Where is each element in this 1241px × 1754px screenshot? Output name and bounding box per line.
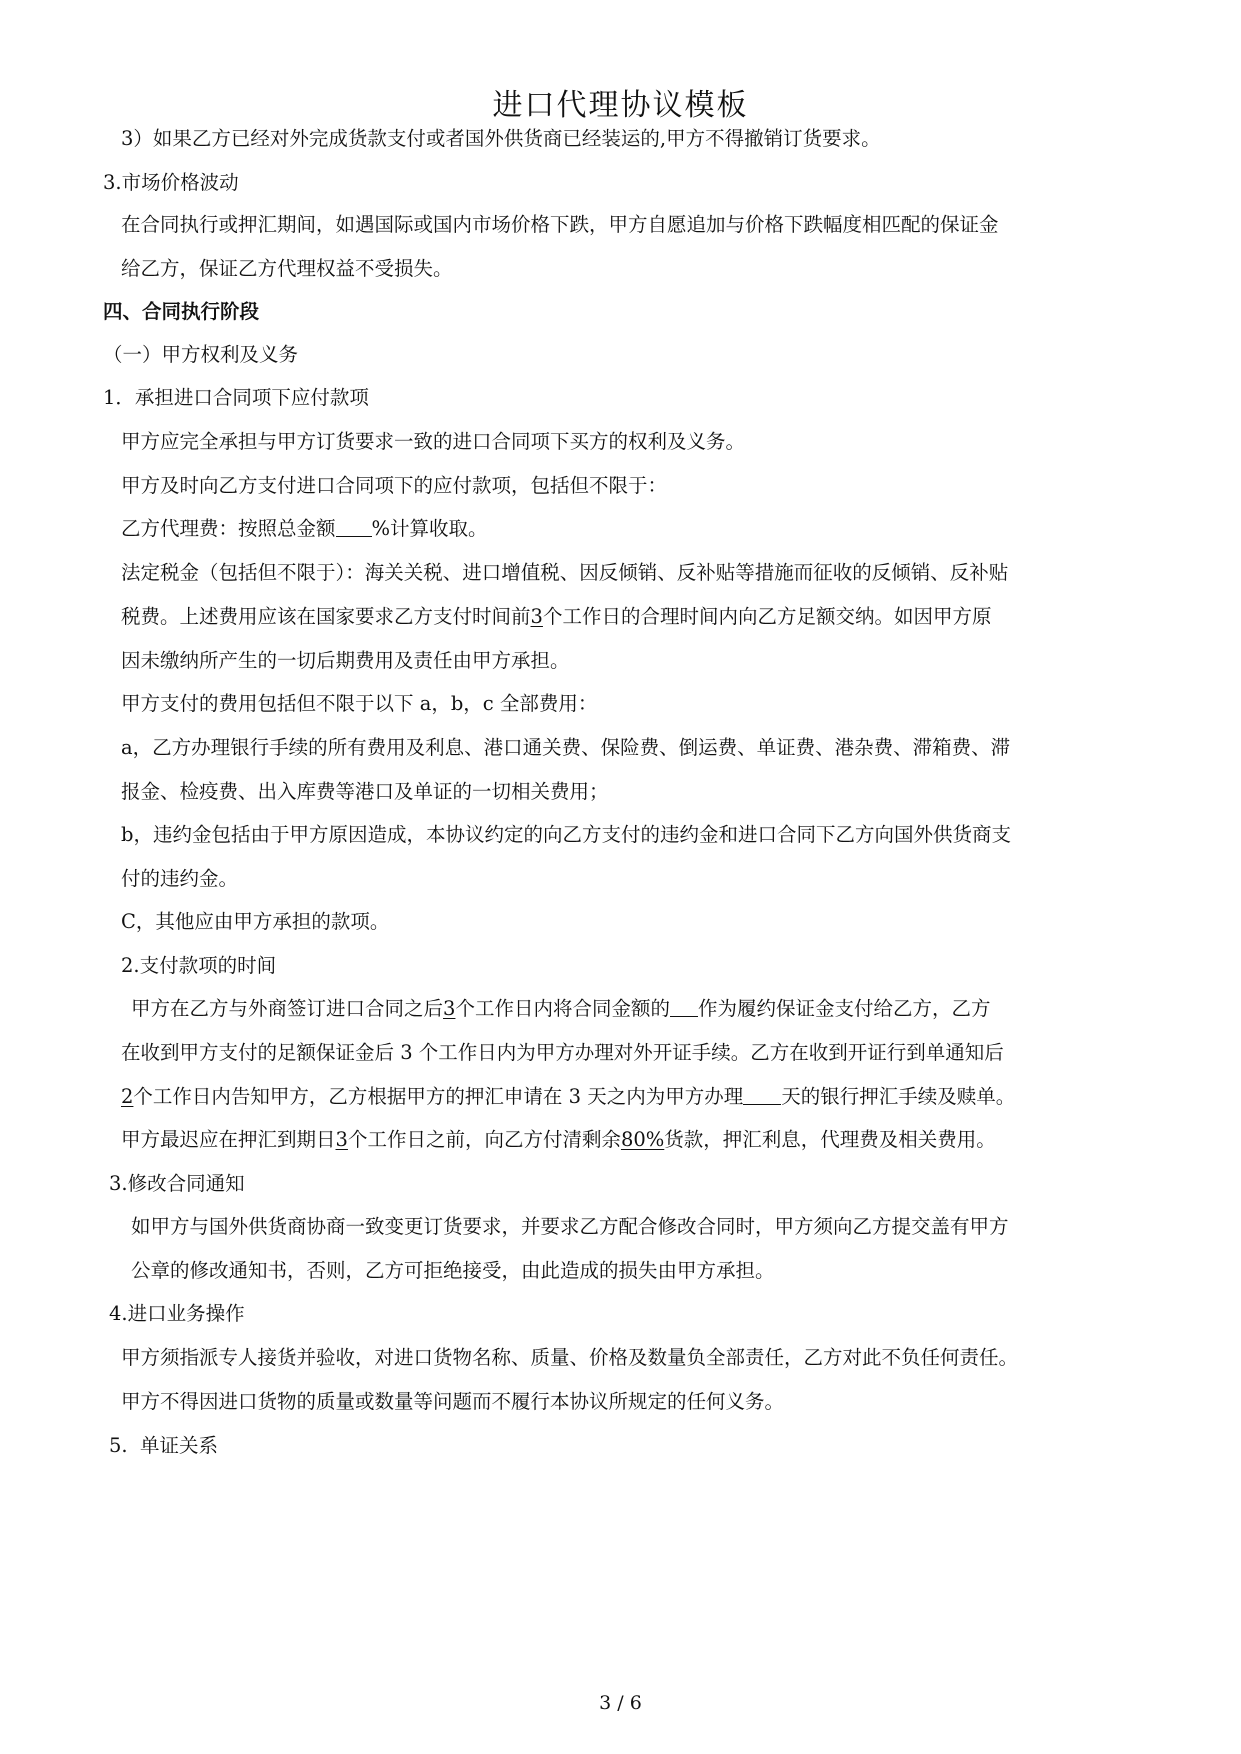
paragraph-8: 甲方及时向乙方支付进口合同项下的应付款项，包括但不限于： (121, 474, 668, 497)
section-heading-3: 3.市场价格波动 (103, 171, 239, 194)
document-title: 进口代理协议模板 (492, 88, 749, 123)
paragraph-20-text-c: 作为履约保证金支付给乙方，乙方 (697, 997, 991, 1020)
paragraph-21: 在收到甲方支付的足额保证金后 3 个工作日内为甲方办理对外开证手续。乙方在收到开证行到单通知后 (121, 1041, 1004, 1064)
paragraph-20-text-b: 个工作日内将合同金额的 (455, 997, 670, 1020)
negotiation-days-blank[interactable] (743, 1086, 781, 1105)
paragraph-11 (121, 603, 991, 631)
working-days-value: 3 (530, 605, 543, 628)
paragraph-23-text-b: 个工作日之前，向乙方付清剩余 (347, 1128, 621, 1151)
paragraph-25: 如甲方与国外供货商协商一致变更订货要求，并要求乙方配合修改合同时，甲方须向乙方提交盖有甲方 (131, 1215, 1009, 1238)
payoff-days-value: 3 (335, 1128, 348, 1151)
paragraph-11-text-b: 个工作日的合理时间内向乙方足额交纳。如因甲方原 (542, 605, 992, 628)
paragraph-23 (121, 1126, 996, 1154)
days-after-signing-value: 3 (443, 997, 456, 1020)
item-heading-5: 5. 单证关系 (109, 1434, 219, 1457)
paragraph-22-text-a: 个工作日内告知甲方，乙方根据甲方的押汇申请在 3 天之内为甲方办理 (133, 1085, 744, 1108)
paragraph-10: 法定税金（包括但不限于）：海关关税、进口增值税、因反倾销、反补贴等措施而征收的反倾销、反补贴 (121, 561, 1009, 584)
paragraph-28: 甲方须指派专人接货并验收，对进口货物名称、质量、价格及数量负全部责任，乙方对此不负任何责任。 (121, 1346, 1019, 1369)
paragraph-16: b，违约金包括由于甲方原因造成，本协议约定的向乙方支付的违约金和进口合同下乙方向国外供货商支 (121, 823, 1011, 846)
paragraph-20-text-a: 甲方在乙方与外商签订进口合同之后 (131, 997, 444, 1020)
notify-days-value: 2 (121, 1085, 134, 1108)
paragraph-26: 公章的修改通知书，否则，乙方可拒绝接受，由此造成的损失由甲方承担。 (131, 1259, 775, 1282)
paragraph-12: 因未缴纳所产生的一切后期费用及责任由甲方承担。 (121, 649, 570, 672)
paragraph-3: 在合同执行或押汇期间，如遇国际或国内市场价格下跌，甲方自愿追加与价格下跌幅度相匹配的保证金 (121, 213, 999, 236)
paragraph-17: 付的违约金。 (121, 867, 239, 890)
paragraph-18: C，其他应由甲方承担的款项。 (121, 910, 390, 933)
agency-fee-text: 乙方代理费：按照总金额 (121, 517, 336, 540)
page-number: 3 / 6 (599, 1692, 642, 1714)
paragraph-14: a，乙方办理银行手续的所有费用及利息、港口通关费、保险费、倒运费、单证费、港杂费、滞箱费、滞 (121, 736, 1011, 759)
paragraph-20 (131, 995, 990, 1023)
paragraph-4: 给乙方，保证乙方代理权益不受损失。 (121, 257, 453, 280)
paragraph-11-text-a: 税费。上述费用应该在国家要求乙方支付时间前 (121, 605, 531, 628)
paragraph-22-text-b: 天的银行押汇手续及赎单。 (781, 1085, 1016, 1108)
paragraph-23-text-a: 甲方最迟应在押汇到期日 (121, 1128, 336, 1151)
paragraph-15: 报金、检疫费、出入库费等港口及单证的一切相关费用； (121, 780, 609, 803)
fee-percent-blank[interactable] (336, 518, 372, 537)
remaining-percent-value: 80% (620, 1128, 665, 1151)
paragraph-1: 3）如果乙方已经对外完成货款支付或者国外供货商已经装运的,甲方不得撤销订货要求。 (121, 127, 881, 150)
paragraph-23-text-c: 货款，押汇利息，代理费及相关费用。 (664, 1128, 996, 1151)
subsection-heading-1: （一）甲方权利及义务 (103, 343, 299, 366)
agency-fee-suffix: %计算收取。 (371, 517, 488, 540)
paragraph-9 (121, 515, 488, 543)
deposit-ratio-blank[interactable] (670, 998, 698, 1017)
paragraph-7: 甲方应完全承担与甲方订货要求一致的进口合同项下买方的权利及义务。 (121, 430, 746, 453)
paragraph-29: 甲方不得因进口货物的质量或数量等问题而不履行本协议所规定的任何义务。 (121, 1390, 785, 1413)
item-heading-4: 4.进口业务操作 (109, 1302, 245, 1325)
paragraph-22 (121, 1083, 1015, 1111)
item-heading-2: 2.支付款项的时间 (121, 954, 277, 977)
item-heading-1: 1．承担进口合同项下应付款项 (103, 386, 369, 409)
section-heading-4: 四、合同执行阶段 (103, 300, 260, 323)
paragraph-13: 甲方支付的费用包括但不限于以下 a，b，c 全部费用： (121, 692, 598, 715)
item-heading-3: 3.修改合同通知 (109, 1172, 245, 1195)
